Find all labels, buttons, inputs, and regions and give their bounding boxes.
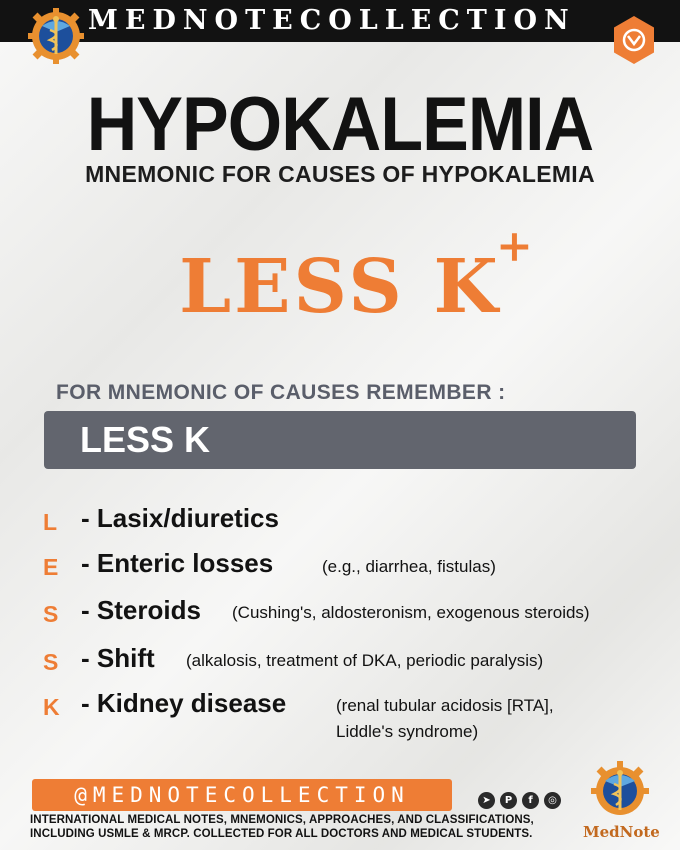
item-term: - Lasix/diuretics: [81, 503, 279, 533]
pinterest-icon[interactable]: P: [500, 792, 517, 809]
telegram-icon[interactable]: ➤: [478, 792, 495, 809]
social-handle: @MEDNOTECOLLECTION: [74, 783, 410, 807]
item-term: - Kidney disease: [81, 688, 287, 718]
hexagon-badge-icon: [612, 15, 656, 65]
mednote-caduceus-logo-icon: [585, 757, 655, 823]
footer-line: INTERNATIONAL MEDICAL NOTES, MNEMONICS, APPROACHES, AND CLASSIFICATIONS,: [30, 814, 534, 826]
page-subtitle: MNEMONIC FOR CAUSES OF HYPOKALEMIA: [85, 161, 595, 187]
item-note: (renal tubular acidosis [RTA],: [336, 696, 554, 715]
item-letter: E: [43, 554, 59, 580]
facebook-icon[interactable]: f: [522, 792, 539, 809]
item-note-continued: Liddle's syndrome): [336, 722, 479, 741]
mnemonic-headline: LESS K: [179, 244, 501, 330]
item-term: - Enteric losses: [81, 548, 274, 578]
item-letter: L: [43, 509, 58, 535]
item-note: (e.g., diarrhea, fistulas): [322, 557, 496, 576]
item-note: (alkalosis, treatment of DKA, periodic paralysis): [186, 651, 544, 670]
item-note: (Cushing's, aldosteronism, exogenous steroids): [232, 603, 590, 622]
item-letter: S: [43, 649, 59, 675]
mnemonic-bar-label: LESS K: [80, 419, 211, 460]
page-title: HYPOKALEMIA: [86, 82, 594, 167]
mnemonic-superscript: +: [496, 221, 533, 272]
instagram-icon[interactable]: ◎: [544, 792, 561, 809]
item-letter: S: [43, 601, 59, 627]
item-term: - Steroids: [81, 595, 201, 625]
item-term: - Shift: [81, 643, 155, 673]
channel-title: MEDNOTECOLLECTION: [88, 5, 576, 36]
footer-line: INCLUDING USMLE & MRCP. COLLECTED FOR ALL DOCTORS AND MEDICAL STUDENTS.: [30, 828, 533, 840]
remember-label: FOR MNEMONIC OF CAUSES REMEMBER :: [56, 381, 506, 404]
caduceus-gear-logo-icon: [20, 2, 92, 66]
footer-text: [30, 813, 534, 841]
item-letter: K: [43, 694, 60, 720]
brand-name: MedNote: [583, 823, 660, 841]
